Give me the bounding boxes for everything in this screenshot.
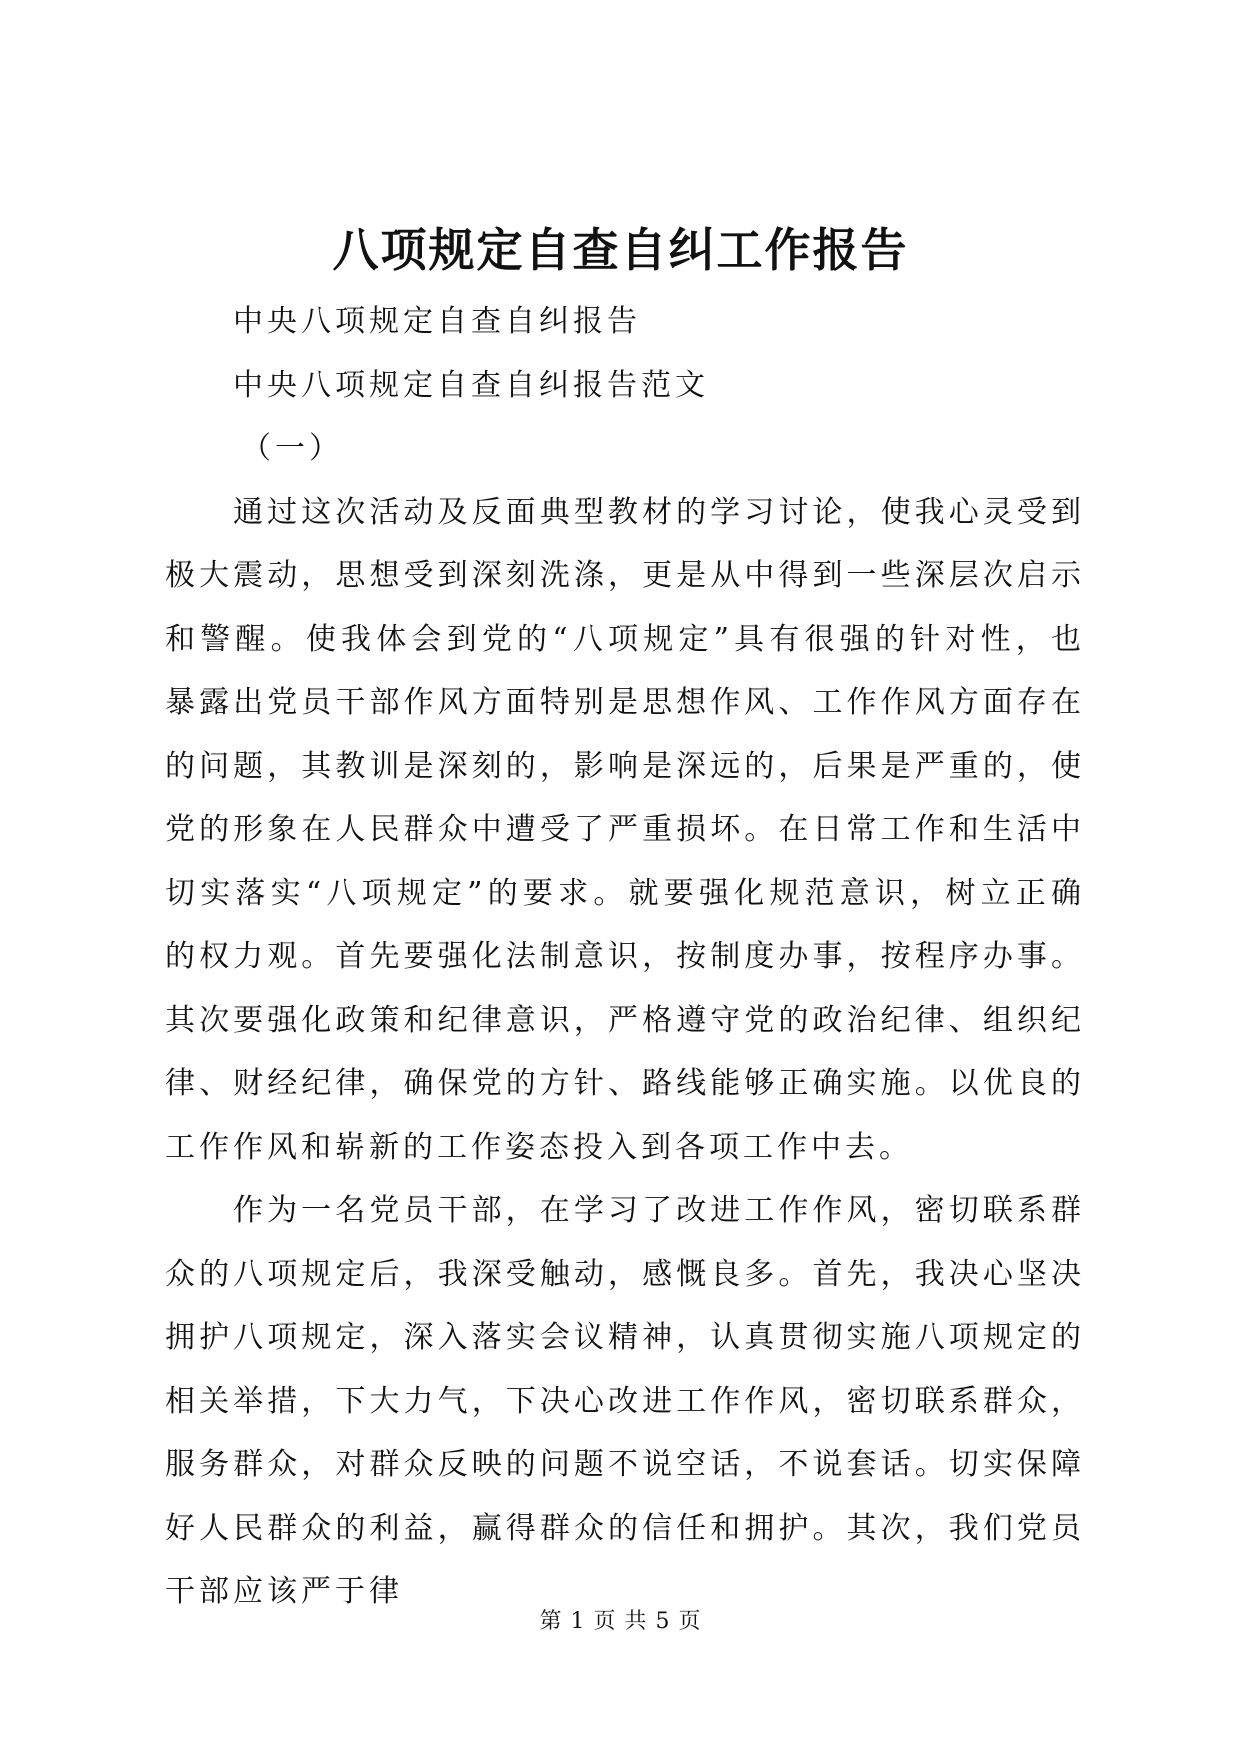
section-marker: （一） [241,431,343,466]
subtitle-line: 中央八项规定自查自纠报告范文 [233,367,709,403]
document-body [165,290,1085,1624]
page-number: 第 1 页 共 5 页 [539,1609,702,1634]
body-paragraph: 作为一名党员干部，在学习了改进工作作风，密切联系群众的八项规定后，我深受触动，感慨良多。首先，我决心坚决拥护八项规定，深入落实会议精神，认真贯彻实施八项规定的相关举措，下大力气，下决心改进工作作风，密切联系群众，服务群众，对群众反映的问题不说空话，不说套话。切实保障好人民群众的利益，赢得群众的信任和拥护。其次，我们党员干部应该严于律 [165,1193,1085,1609]
body-paragraph: 通过这次活动及反面典型教材的学习讨论，使我心灵受到极大震动，思想受到深刻洗涤，更是从中得到一些深层次启示和警醒。使我体会到党的“八项规定”具有很强的针对性，也暴露出党员干部作风方面特别是思想作风、工作作风方面存在的问题，其教训是深刻的，影响是深远的，后果是严重的，使党的形象在人民群众中遭受了严重损坏。在日常工作和生活中切实落实“八项规定”的要求。就要强化规范意识，树立正确的权力观。首先要强化法制意识，按制度办事，按程序办事。其次要强化政策和纪律意识，严格遵守党的政治纪律、组织纪律、财经纪律，确保党的方针、路线能够正确实施。以优良的工作作风和崭新的工作姿态投入到各项工作中去。 [165,494,1085,1165]
subtitle-line: 中央八项规定自查自纠报告 [233,304,641,339]
document-title: 八项规定自查自纠工作报告 [332,223,909,277]
